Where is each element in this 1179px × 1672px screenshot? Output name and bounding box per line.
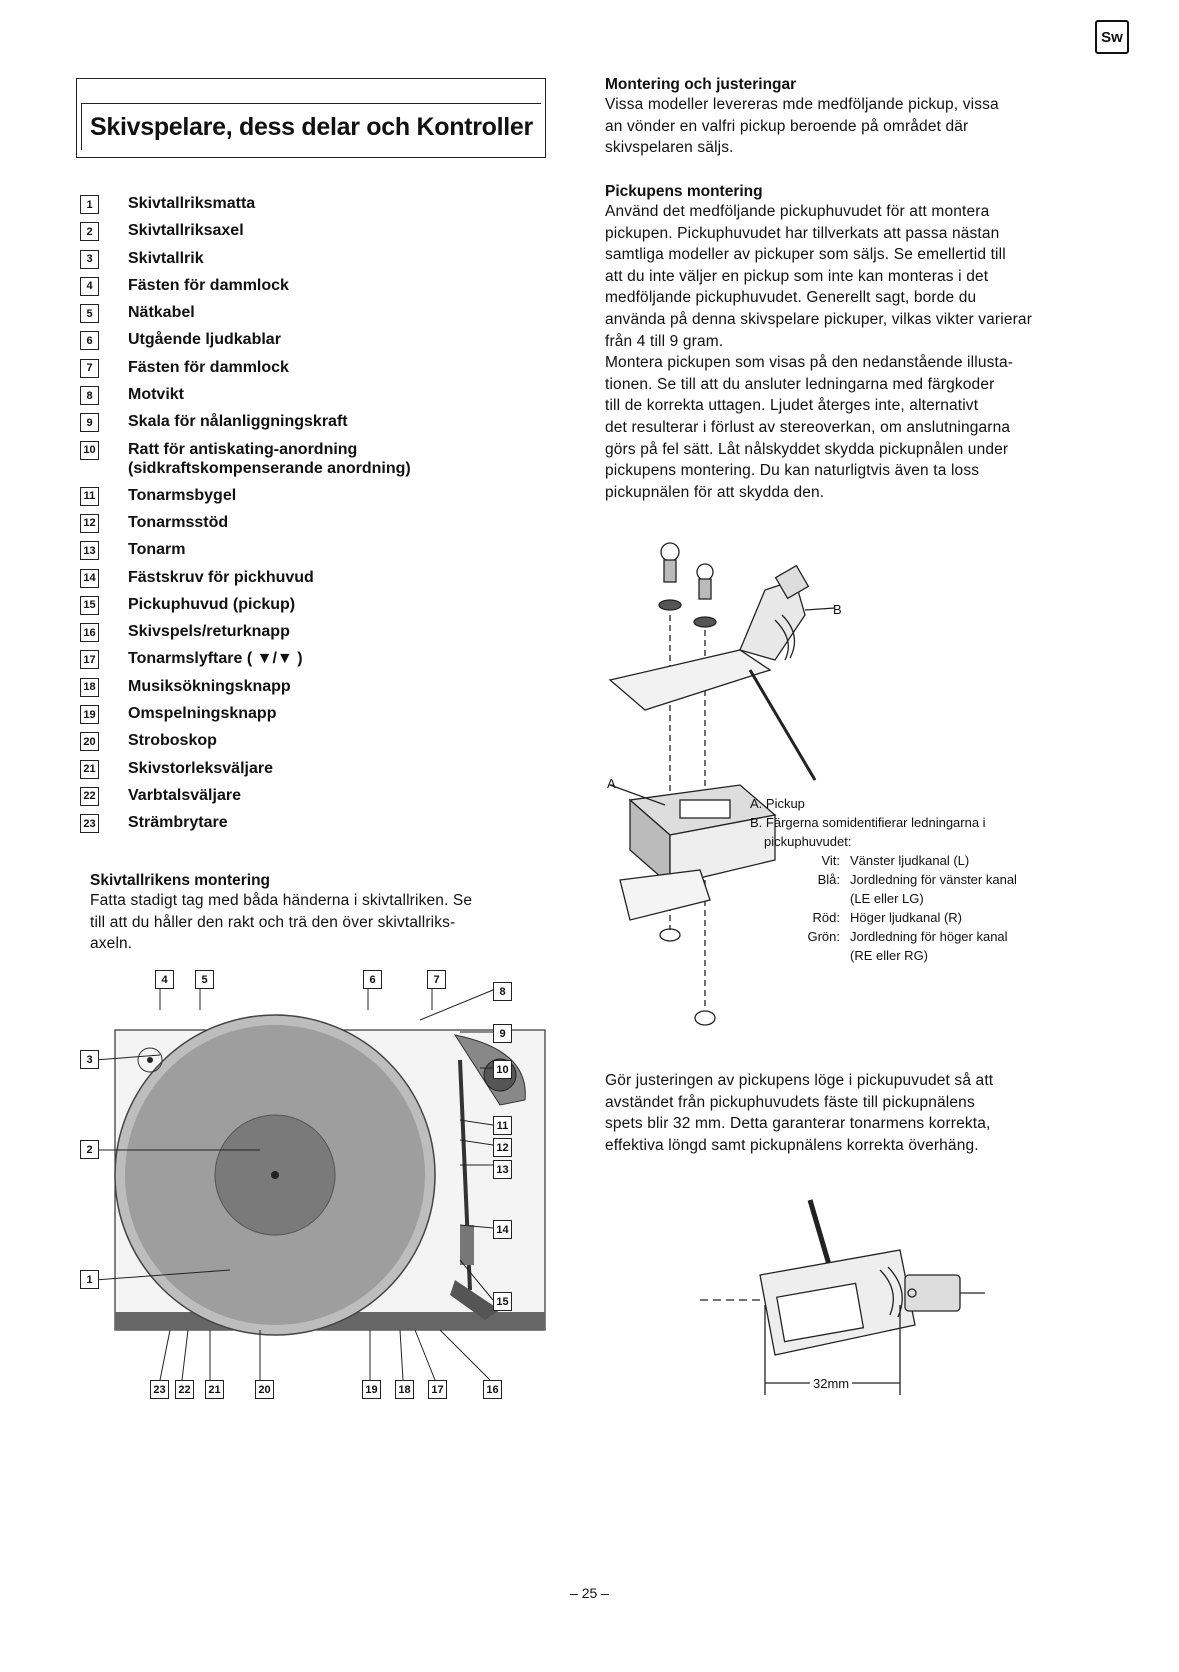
part-number: 23 xyxy=(80,814,99,833)
callout-23: 23 xyxy=(150,1380,169,1399)
part-number: 6 xyxy=(80,331,99,350)
wire-row xyxy=(790,908,1027,927)
part-label: Tonarmsstöd xyxy=(128,513,229,531)
part-label: Nätkabel xyxy=(128,304,195,322)
part-number: 9 xyxy=(80,413,99,432)
part-number: 17 xyxy=(80,650,99,669)
pickup-line: tionen. Se till att du ansluter ledningarna med färgkoder xyxy=(605,375,995,393)
pickup-line: använda på denna skivspelare pickuper, vilkas vikter varierar xyxy=(605,310,1033,328)
wire-color-table xyxy=(790,851,1027,965)
part-label: Motvikt xyxy=(128,386,184,404)
part-number: 11 xyxy=(80,487,99,506)
part-label: Strämbrytare xyxy=(128,814,228,832)
callout-13: 13 xyxy=(493,1160,512,1179)
headshell-plate xyxy=(610,650,770,710)
part-number: 10 xyxy=(80,441,99,460)
part-item xyxy=(80,540,550,567)
part-item xyxy=(80,813,550,840)
label-a: A xyxy=(607,776,616,791)
part-number: 18 xyxy=(80,678,99,697)
callout-12: 12 xyxy=(493,1138,512,1157)
part-item xyxy=(80,385,550,412)
part-item xyxy=(80,303,550,330)
tonearm-rest xyxy=(460,1225,474,1265)
wire-color: Röd: xyxy=(812,910,840,925)
part-label: Skivspels/returknapp xyxy=(128,623,290,641)
caption-b: B. Färgerna somidentifierar ledningarna i xyxy=(750,815,986,830)
part-number: 3 xyxy=(80,250,99,269)
title-box xyxy=(76,78,546,158)
callout-10: 10 xyxy=(493,1060,512,1079)
part-number: 1 xyxy=(80,195,99,214)
pickup-line: görs på fel sätt. Låt nålskyddet skydda pickupnålen under xyxy=(605,440,1009,458)
part-item xyxy=(80,731,550,758)
part-item xyxy=(80,358,550,385)
callout-4: 4 xyxy=(155,970,174,989)
part-item xyxy=(80,568,550,595)
part-number: 21 xyxy=(80,760,99,779)
wire-row xyxy=(790,927,1027,965)
adjust-section xyxy=(605,1070,1135,1156)
part-number: 4 xyxy=(80,277,99,296)
part-item xyxy=(80,759,550,786)
callout-22: 22 xyxy=(175,1380,194,1399)
mounting-section xyxy=(605,76,1125,159)
pickup-heading: Pickupens montering xyxy=(605,183,763,200)
part-number: 14 xyxy=(80,569,99,588)
part-number: 22 xyxy=(80,787,99,806)
screw-shank xyxy=(699,579,711,599)
pickup-line: Använd det medföljande pickuphuvudet för att montera xyxy=(605,203,990,220)
callout-19: 19 xyxy=(362,1380,381,1399)
part-number: 7 xyxy=(80,359,99,378)
part-number: 13 xyxy=(80,541,99,560)
platter-section xyxy=(90,872,560,955)
part-label: Skala för nålanliggningskraft xyxy=(128,413,348,431)
pickup-section xyxy=(605,183,1135,503)
pickup-line: från 4 till 9 gram. xyxy=(605,332,724,350)
mounting-line: Vissa modeller levereras mde medföljande pickup, vissa xyxy=(605,96,999,113)
pickup-line: samtliga modeller av pickuper som säljs. Se emellertid till xyxy=(605,246,1006,264)
part-item xyxy=(80,194,550,221)
part-label: Varbtalsväljare xyxy=(128,786,241,804)
part-label: Fästskruv för pickhuvud xyxy=(128,568,314,586)
part-label: Tonarmslyftare ( ▼/▼ ) xyxy=(128,650,303,668)
part-label: Fästen för dammlock xyxy=(128,276,289,294)
label-b: B xyxy=(833,602,842,617)
mounting-line: an vönder en valfri pickup beroende på området där xyxy=(605,117,969,135)
part-item xyxy=(80,412,550,439)
part-number: 16 xyxy=(80,623,99,642)
part-label: Musiksökningsknapp xyxy=(128,677,291,695)
part-label: Ratt för antiskating-anordning (sidkraftskompenserande anordning) xyxy=(128,440,411,477)
screw-head xyxy=(661,543,679,561)
callout-20: 20 xyxy=(255,1380,274,1399)
part-item xyxy=(80,677,550,704)
platter-line: Fatta stadigt tag med båda händerna i skivtallriken. Se xyxy=(90,892,473,909)
callout-17: 17 xyxy=(428,1380,447,1399)
callout-1: 1 xyxy=(80,1270,99,1289)
part-item xyxy=(80,622,550,649)
mounting-heading: Montering och justeringar xyxy=(605,76,797,93)
part-label: Stroboskop xyxy=(128,732,217,750)
callout-6: 6 xyxy=(363,970,382,989)
part-number: 20 xyxy=(80,732,99,751)
part-number: 5 xyxy=(80,304,99,323)
part-label: Skivtallriksaxel xyxy=(128,222,244,240)
wire-desc: Jordledning för höger kanal (RE eller RG) xyxy=(850,929,1008,963)
part-number: 15 xyxy=(80,596,99,615)
platter-spindle xyxy=(271,1171,279,1179)
part-item xyxy=(80,513,550,540)
callout-14: 14 xyxy=(493,1220,512,1239)
screw-head xyxy=(697,564,713,580)
mounting-line: skivspelaren säljs. xyxy=(605,139,734,157)
part-item xyxy=(80,221,550,248)
pickup-line: till de korrekta uttagen. Ljudet återges inte, alternativt xyxy=(605,397,979,415)
caption-a: A. Pickup xyxy=(750,796,805,811)
callout-8: 8 xyxy=(493,982,512,1001)
pickup-line: medföljande pickuphuvudet. Generellt sagt, borde du xyxy=(605,289,977,307)
wire-color: Blå: xyxy=(817,872,840,887)
adjust-line: avständet från pickuphuvudets fäste till pickupnälens xyxy=(605,1093,975,1111)
callout-11: 11 xyxy=(493,1116,512,1135)
pickup-line: pickupnälen för att skydda den. xyxy=(605,483,825,501)
wire-color: Grön: xyxy=(807,929,840,944)
part-number: 12 xyxy=(80,514,99,533)
caption-b-cont: pickuphuvudet: xyxy=(764,834,852,849)
part-item xyxy=(80,330,550,357)
part-label: Pickuphuvud (pickup) xyxy=(128,595,296,613)
wire-desc: Jordledning för vänster kanal (LE eller LG) xyxy=(850,872,1017,906)
callout-2: 2 xyxy=(80,1140,99,1159)
wire-row xyxy=(790,870,1027,908)
part-label: Omspelningsknapp xyxy=(128,705,277,723)
callout-3: 3 xyxy=(80,1050,99,1069)
pickup-line: pickupens montering. Du kan naturligtvis även ta loss xyxy=(605,462,980,480)
callout-16: 16 xyxy=(483,1380,502,1399)
platter-heading: Skivtallrikens montering xyxy=(90,872,271,889)
pickup-line: det resulterar i förlust av stereoverkan, om anslutningarna xyxy=(605,418,1011,436)
adjust-line: effektiva löngd samt pickupnälens korrekta överhäng. xyxy=(605,1136,979,1154)
part-item xyxy=(80,649,550,676)
pickup-line: pickupen. Pickuphuvudet har tillverkats att passa nästan xyxy=(605,224,1000,242)
part-item xyxy=(80,249,550,276)
pickup-line: Montera pickupen som visas på den nedanstående illusta- xyxy=(605,354,1014,372)
wire-color: Vit: xyxy=(821,853,840,868)
callout-7: 7 xyxy=(427,970,446,989)
part-number: 2 xyxy=(80,222,99,241)
language-badge: Sw xyxy=(1095,20,1129,54)
overhang-label: 32mm xyxy=(810,1376,852,1391)
adjust-line: spets blir 32 mm. Detta garanterar tonarmens korrekta, xyxy=(605,1115,991,1133)
wire-desc: Vänster ljudkanal (L) xyxy=(850,853,970,868)
part-label: Fästen för dammlock xyxy=(128,358,289,376)
part-label: Skivtallrik xyxy=(128,249,204,267)
part-number: 19 xyxy=(80,705,99,724)
diagram-captions xyxy=(750,794,1150,965)
wire-row xyxy=(790,851,1027,870)
part-item xyxy=(80,486,550,513)
platter-line: till att du håller den rakt och trä den över skivtallriks- xyxy=(90,913,456,931)
part-item xyxy=(80,440,550,486)
page-title: Skivspelare, dess delar och Kontroller xyxy=(81,103,541,150)
part-item xyxy=(80,704,550,731)
page-number: – 25 – xyxy=(570,1585,609,1601)
stylus-guard xyxy=(620,870,710,920)
screw-shank xyxy=(664,560,676,582)
callout-5: 5 xyxy=(195,970,214,989)
platter-line: axeln. xyxy=(90,935,133,953)
callout-21: 21 xyxy=(205,1380,224,1399)
part-label: Utgående ljudkablar xyxy=(128,331,281,349)
part-label: Skivstorleksväljare xyxy=(128,759,273,777)
pickup-line: att du inte väljer en pickup som inte kan monteras i det xyxy=(605,267,989,285)
callout-9: 9 xyxy=(493,1024,512,1043)
callout-18: 18 xyxy=(395,1380,414,1399)
headshell-connector xyxy=(905,1275,960,1311)
part-label: Tonarmsbygel xyxy=(128,486,237,504)
part-label: Tonarm xyxy=(128,541,186,559)
part-item xyxy=(80,276,550,303)
hinge-dot xyxy=(147,1057,153,1063)
adjust-line: Gör justeringen av pickupens löge i pickupuvudet så att xyxy=(605,1072,994,1089)
part-label: Skivtallriksmatta xyxy=(128,195,256,212)
parts-list xyxy=(80,194,550,841)
part-item xyxy=(80,595,550,622)
callout-15: 15 xyxy=(493,1292,512,1311)
part-item xyxy=(80,786,550,813)
part-number: 8 xyxy=(80,386,99,405)
wire-desc: Höger ljudkanal (R) xyxy=(850,910,962,925)
